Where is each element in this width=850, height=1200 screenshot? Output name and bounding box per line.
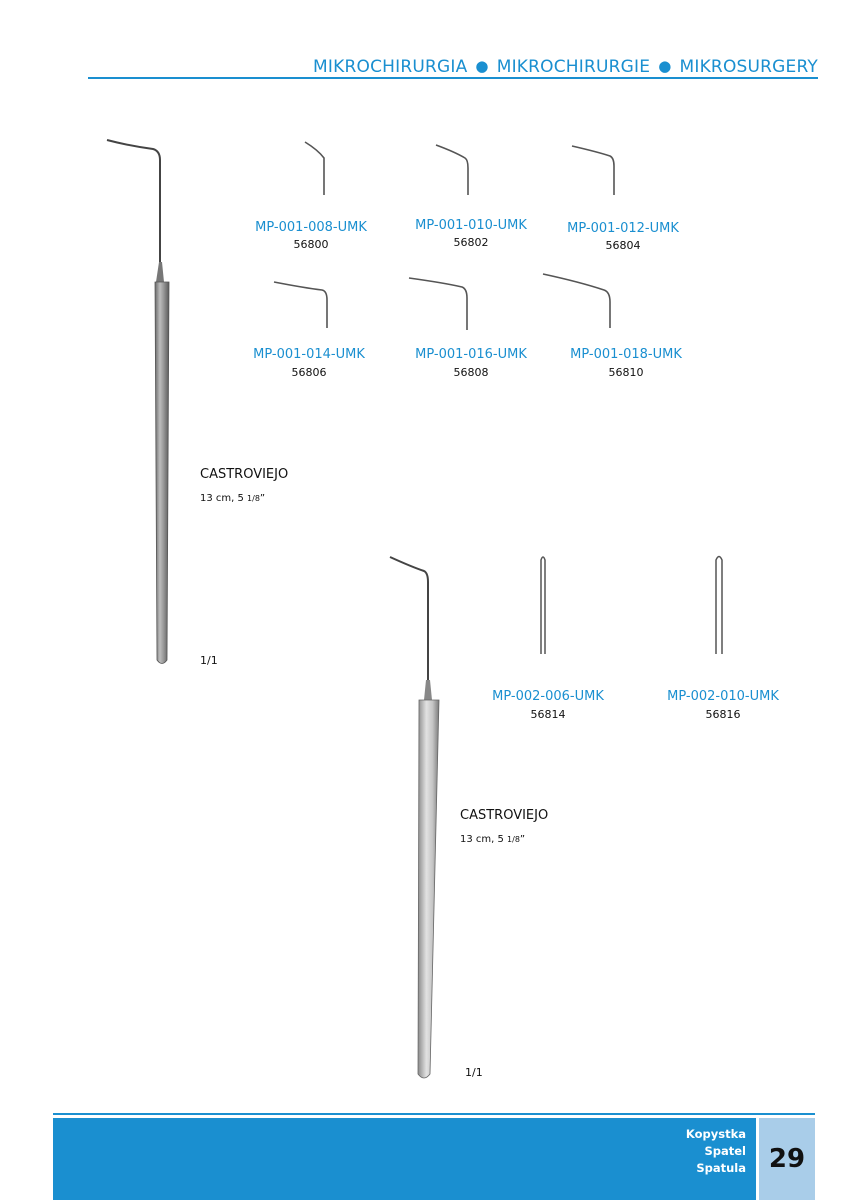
product-code: MP-002-010-UMK [667,689,779,704]
tip-image-56806 [274,282,327,328]
instrument-size [460,834,525,845]
bullet-dot-icon: ● [658,57,672,75]
tip-image-56808 [409,278,467,330]
product-number: 56814 [530,708,566,721]
header-part-polish: MIKROCHIRURGIA [313,57,468,77]
castroviejo-spatula-image-2 [390,557,439,1078]
castroviejo-spatula-image-1 [107,140,169,664]
product-number: 56806 [291,366,327,379]
product-number: 56800 [293,238,329,251]
product-code: MP-001-018-UMK [570,347,682,362]
page-number: 29 [768,1144,806,1174]
header-part-english: MIKROSURGERY [679,57,818,77]
header-part-german: MIKROCHIRURGIE [496,57,651,77]
product-code: MP-001-010-UMK [415,218,527,233]
scale-label: 1/1 [200,654,218,667]
size-main: 13 cm, 5 [460,834,508,845]
instrument-name: CASTROVIEJO [460,808,549,823]
product-code: MP-001-008-UMK [255,220,367,235]
tip-image-56810 [543,274,610,328]
tip-image-56816 [716,557,722,655]
product-number: 56802 [453,236,489,249]
product-code: MP-001-012-UMK [567,221,679,236]
footer-label-polish: Kopystka [685,1127,746,1141]
footer-rule [53,1113,815,1115]
product-number: 56804 [605,239,641,252]
product-number: 56808 [453,366,489,379]
product-code: MP-001-014-UMK [253,347,365,362]
tip-image-56802 [436,145,468,195]
product-number: 56816 [705,708,741,721]
size-fraction: 1/8 [247,494,260,503]
product-code: MP-001-016-UMK [415,347,527,362]
tip-image-56800 [305,142,324,195]
footer-label-english: Spatula [696,1161,746,1175]
product-code: MP-002-006-UMK [492,689,604,704]
footer-category [686,1126,746,1177]
size-suffix: ” [519,834,526,845]
size-fraction: 1/8 [507,835,520,844]
size-main: 13 cm, 5 [200,493,248,504]
product-number: 56810 [608,366,644,379]
bullet-dot-icon: ● [475,57,489,75]
size-suffix: ” [259,493,266,504]
instrument-size [200,493,265,504]
tip-image-56804 [572,146,614,195]
footer-band [53,1118,756,1200]
page-number-box [759,1118,815,1200]
instrument-name: CASTROVIEJO [200,467,289,482]
footer-label-german: Spatel [704,1144,746,1158]
tip-image-56814 [541,557,545,654]
scale-label: 1/1 [465,1066,483,1079]
